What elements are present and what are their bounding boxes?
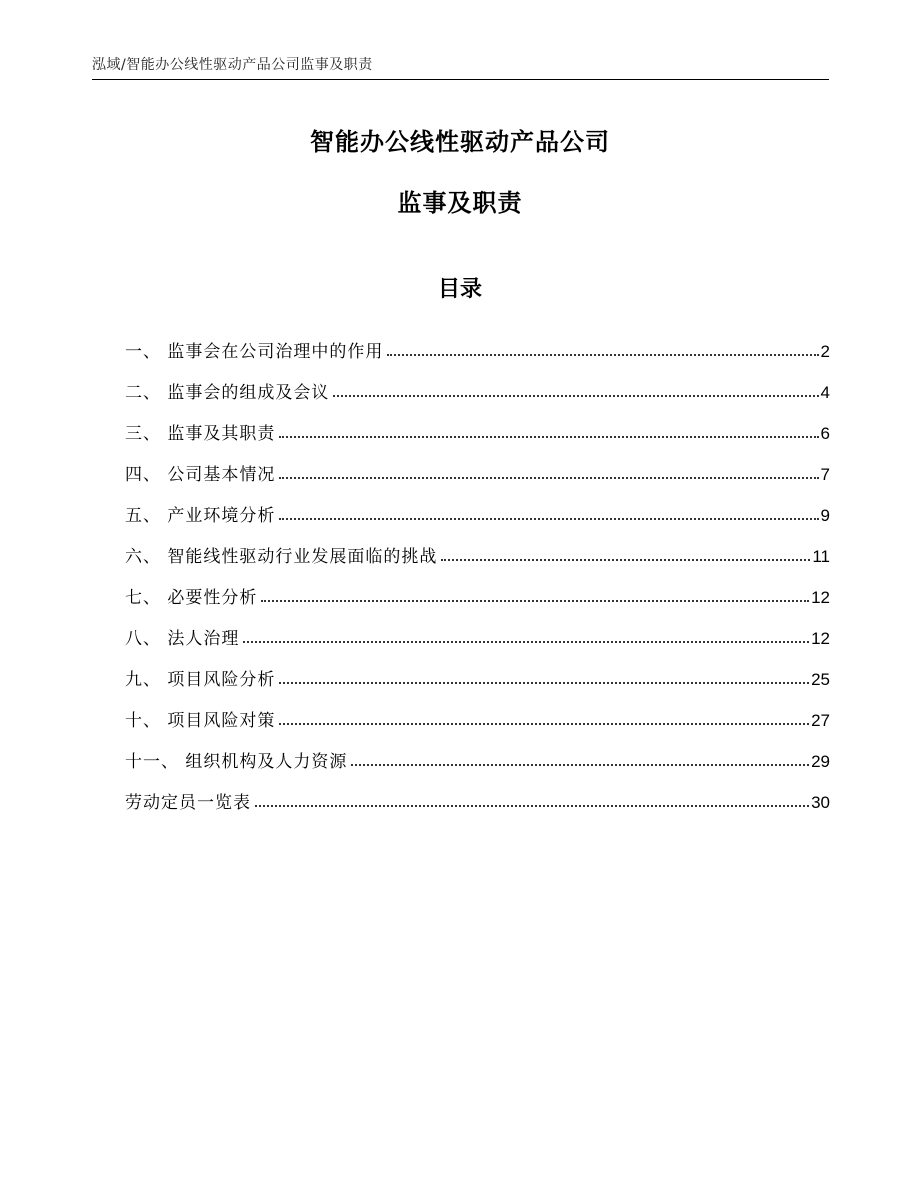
toc-entry[interactable] [125,690,830,731]
header-divider [92,79,829,80]
toc-entry-page: 9 [820,506,830,525]
dot-leader [279,477,818,479]
table-of-contents [125,321,830,813]
toc-entry[interactable] [125,444,830,485]
dot-leader [255,805,809,807]
toc-entry-number: 一、 [125,342,168,362]
toc-entry-title: 组织机构及人力资源 [185,752,348,772]
toc-heading: 目录 [437,277,482,302]
dot-leader [279,518,818,520]
toc-entry[interactable] [125,608,830,649]
toc-entry[interactable] [125,567,830,608]
dot-leader [243,641,809,643]
toc-entry-number: 十、 [125,711,168,731]
dot-leader [279,436,818,438]
toc-entry[interactable] [125,526,830,567]
toc-entry-page: 12 [811,588,830,607]
document-subtitle: 监事及职责 [397,189,523,217]
toc-entry-title: 项目风险对策 [167,711,276,731]
toc-entry-page: 30 [811,793,830,812]
toc-entry-number: 九、 [125,670,168,690]
toc-entry-title: 监事会的组成及会议 [167,383,330,403]
toc-entry-page: 7 [820,465,830,484]
toc-entry-title: 产业环境分析 [167,506,276,526]
toc-entry-page: 25 [811,670,830,689]
toc-entry-title: 法人治理 [167,629,240,649]
toc-entry-page: 12 [811,629,830,648]
dot-leader [333,395,818,397]
dot-leader [351,764,809,766]
dot-leader [279,723,809,725]
toc-entry[interactable] [125,362,830,403]
document-title: 智能办公线性驱动产品公司 [310,128,610,156]
toc-entry-page: 4 [820,383,830,402]
toc-entry-number: 八、 [125,629,168,649]
toc-entry[interactable] [125,485,830,526]
toc-entry-number: 六、 [125,547,168,567]
toc-entry-title: 项目风险分析 [167,670,276,690]
toc-entry-title: 监事及其职责 [167,424,276,444]
toc-entry[interactable] [125,403,830,444]
toc-entry-number: 四、 [125,465,168,485]
dot-leader [441,559,810,561]
toc-entry[interactable] [125,772,830,813]
toc-entry-number: 七、 [125,588,168,608]
toc-entry-title: 智能线性驱动行业发展面临的挑战 [167,547,438,567]
toc-entry-title: 必要性分析 [167,588,258,608]
toc-entry-number: 五、 [125,506,168,526]
toc-entry-page: 6 [820,424,830,443]
toc-entry-title: 公司基本情况 [167,465,276,485]
toc-entry-page: 29 [811,752,830,771]
toc-entry-page: 27 [811,711,830,730]
dot-leader [387,354,818,356]
toc-entry-page: 11 [812,547,830,566]
toc-entry-title: 监事会在公司治理中的作用 [167,342,384,362]
toc-entry-title: 劳动定员一览表 [125,793,251,813]
dot-leader [261,600,809,602]
toc-entry[interactable] [125,321,830,362]
dot-leader [279,682,809,684]
toc-entry-number: 三、 [125,424,168,444]
running-header: 泓域/智能办公线性驱动产品公司监事及职责 [92,57,373,73]
toc-entry-number: 二、 [125,383,168,403]
toc-entry-number: 十一、 [125,752,186,772]
toc-entry[interactable] [125,649,830,690]
toc-entry-page: 2 [820,342,830,361]
toc-entry[interactable] [125,731,830,772]
